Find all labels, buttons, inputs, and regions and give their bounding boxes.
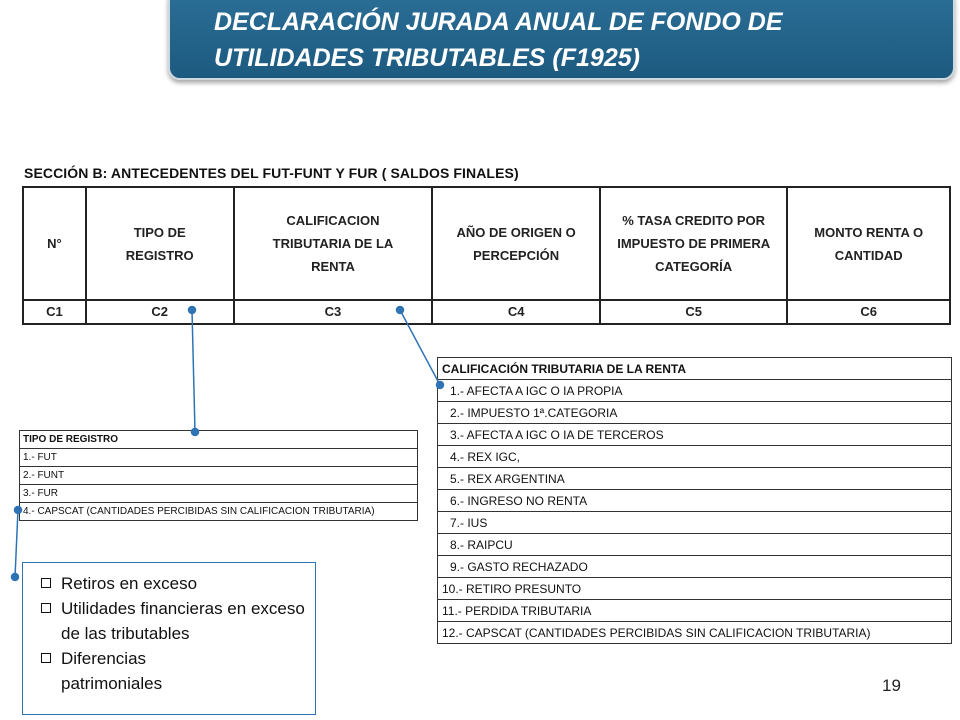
list-item: 5.- REX ARGENTINA bbox=[438, 468, 952, 490]
list-item: 11.- PERDIDA TRIBUTARIA bbox=[438, 600, 952, 622]
list-item: 1.- FUT bbox=[20, 449, 418, 467]
code-cell: C4 bbox=[432, 300, 600, 324]
header-cell-tipo-registro: TIPO DE REGISTRO bbox=[86, 187, 234, 300]
section-b-table bbox=[22, 186, 951, 325]
code-cell: C5 bbox=[600, 300, 787, 324]
list-item: 2.- FUNT bbox=[20, 467, 418, 485]
tipo-registro-table bbox=[19, 430, 418, 521]
header-cell-anio-origen: AÑO DE ORIGEN O PERCEPCIÓN bbox=[432, 187, 600, 300]
calificacion-title: CALIFICACIÓN TRIBUTARIA DE LA RENTA bbox=[438, 358, 952, 380]
list-item bbox=[37, 596, 315, 646]
list-item: 4.- CAPSCAT (CANTIDADES PERCIBIDAS SIN CALIFICACION TRIBUTARIA) bbox=[20, 503, 418, 521]
list-item: 4.- REX IGC, bbox=[438, 446, 952, 468]
list-item: 6.- INGRESO NO RENTA bbox=[438, 490, 952, 512]
list-item: 3.- AFECTA A IGC O IA DE TERCEROS bbox=[438, 424, 952, 446]
header-cell-numero: N° bbox=[23, 187, 86, 300]
list-item: 10.- RETIRO PRESUNTO bbox=[438, 578, 952, 600]
note-text: Retiros en exceso bbox=[61, 574, 198, 593]
page-title bbox=[214, 4, 933, 76]
code-cell: C3 bbox=[234, 300, 433, 324]
header-cell-calificacion: CALIFICACION TRIBUTARIA DE LA RENTA bbox=[234, 187, 433, 300]
list-item: 12.- CAPSCAT (CANTIDADES PERCIBIDAS SIN CALIFICACION TRIBUTARIA) bbox=[438, 622, 952, 644]
connector-tipo-registro bbox=[192, 310, 195, 432]
title-banner bbox=[168, 0, 955, 80]
notes-list bbox=[23, 563, 315, 696]
section-b-header-row bbox=[23, 187, 950, 300]
note-text: Utilidades financieras en exceso de las tributables bbox=[61, 599, 305, 643]
list-item: 8.- RAIPCU bbox=[438, 534, 952, 556]
list-item: 9.- GASTO RECHAZADO bbox=[438, 556, 952, 578]
calificacion-table bbox=[437, 357, 952, 644]
header-cell-monto-renta: MONTO RENTA O CANTIDAD bbox=[787, 187, 950, 300]
list-item bbox=[37, 571, 315, 596]
list-item: 1.- AFECTA A IGC O IA PROPIA bbox=[438, 380, 952, 402]
page-title-line-1: DECLARACIÓN JURADA ANUAL DE FONDO DE bbox=[214, 8, 783, 36]
page-number: 19 bbox=[882, 676, 901, 695]
connector-capscat-notes bbox=[15, 510, 18, 577]
section-b-code-row bbox=[23, 300, 950, 324]
connector-dot bbox=[12, 574, 19, 581]
page-title-line-2: UTILIDADES TRIBUTABLES (F1925) bbox=[214, 44, 640, 72]
checkbox-bullet-icon bbox=[41, 603, 51, 613]
list-item: 7.- IUS bbox=[438, 512, 952, 534]
list-item: 2.- IMPUESTO 1ª.CATEGORIA bbox=[438, 402, 952, 424]
checkbox-bullet-icon bbox=[41, 653, 51, 663]
tipo-registro-title: TIPO DE REGISTRO bbox=[20, 431, 418, 449]
header-cell-tasa-credito: % TASA CREDITO POR IMPUESTO DE PRIMERA CATEGORÍA bbox=[600, 187, 787, 300]
list-item bbox=[37, 646, 211, 696]
notes-box bbox=[22, 562, 316, 715]
section-b-title: SECCIÓN B: ANTECEDENTES DEL FUT-FUNT Y FUR ( SALDOS FINALES) bbox=[24, 165, 519, 181]
checkbox-bullet-icon bbox=[41, 578, 51, 588]
code-cell: C2 bbox=[86, 300, 234, 324]
code-cell: C6 bbox=[787, 300, 950, 324]
code-cell: C1 bbox=[23, 300, 86, 324]
list-item: 3.- FUR bbox=[20, 485, 418, 503]
note-text: Diferencias patrimoniales bbox=[61, 649, 163, 693]
